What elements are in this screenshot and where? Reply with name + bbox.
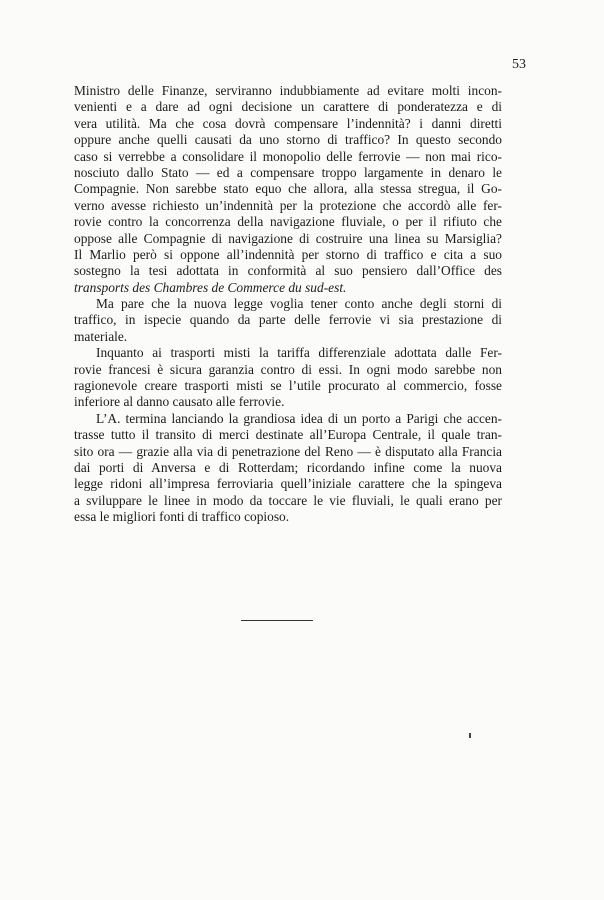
text-line: oppure anche quelli causati da uno storno di traffico? In questo secondo xyxy=(74,132,502,148)
text-line: L’A. termina lanciando la grandiosa idea di un porto a Parigi che accen- xyxy=(96,410,502,426)
body-text xyxy=(74,83,502,526)
text-line: Compagnie. Non sarebbe stato equo che allora, alla stessa stregua, il Go- xyxy=(74,181,502,197)
text-line: oppose alle Compagnie di navigazione di costruire una linea su Marsiglia? xyxy=(74,230,502,246)
paragraph-2 xyxy=(74,296,502,345)
text-line: materiale. xyxy=(74,328,128,344)
text-line: essa le migliori fonti di traffico copioso. xyxy=(74,509,290,525)
text-line: rovie francesi è sicura garanzia contro di essi. In ogni modo sarebbe non xyxy=(74,361,502,377)
text-line: legge ridoni all’impresa ferroviaria quell’iniziale carattere che la spingeva xyxy=(74,476,502,492)
text-line: nosciuto dallo Stato — ed a compensare troppo largamente in denaro le xyxy=(74,164,502,180)
text-line: vera utilità. Ma che cosa dovrà compensare l’indennità? i danni diretti xyxy=(74,115,502,131)
text-line: a sviluppare le linee in modo da toccare le vie fluviali, le quali erano per xyxy=(74,492,502,508)
paragraph-4 xyxy=(74,411,502,526)
text-line: Inquanto ai trasporti misti la tariffa differenziale adottata dalle Fer- xyxy=(96,345,502,361)
text-line: inferiore al danno causato alle ferrovie. xyxy=(74,394,285,410)
text-line: rovie contro la concorrenza della navigazione fluviale, o per il rifiuto che xyxy=(74,214,502,230)
text-line: caso si verrebbe a consolidare il monopolio delle ferrovie — non mai rico- xyxy=(74,148,502,164)
paragraph-3 xyxy=(74,345,502,411)
text-line: traffico, in ispecie quando da parte delle ferrovie vi sia prestazione di xyxy=(74,312,502,328)
text-line: venienti e a dare ad ogni decisione un carattere di ponderatezza e di xyxy=(74,99,502,115)
text-line: Ma pare che la nuova legge voglia tener conto anche degli storni di xyxy=(96,296,502,312)
text-line: dai porti di Anversa e di Rotterdam; ricordando infine come la nuova xyxy=(74,459,502,475)
text-line: transports des Chambres de Commerce du sud-est. xyxy=(74,279,347,295)
page-number: 53 xyxy=(512,57,526,72)
text-line: verno avesse richiesto un’indennità per la protezione che accordò alle fer- xyxy=(74,197,502,213)
text-line: ragionevole creare trasporti misti se l’utile procurato al commercio, fosse xyxy=(74,378,502,394)
section-divider xyxy=(241,620,313,621)
text-line: sito ora — grazie alla via di penetrazione del Reno — è disputato alla Francia xyxy=(74,443,502,459)
paragraph-1 xyxy=(74,83,502,296)
text-line: trasse tutto il transito di merci destinate all’Europa Centrale, il quale tran- xyxy=(74,427,502,443)
text-line: Ministro delle Finanze, serviranno indubbiamente ad evitare molti incon- xyxy=(74,83,502,98)
text-line: sostegno la tesi adottata in conformità al suo pensiero dall’Office des xyxy=(74,263,502,279)
text-line: Il Marlio però si oppone all’indennità per storno di traffico e cita a suo xyxy=(74,246,502,262)
print-speck xyxy=(469,733,471,738)
